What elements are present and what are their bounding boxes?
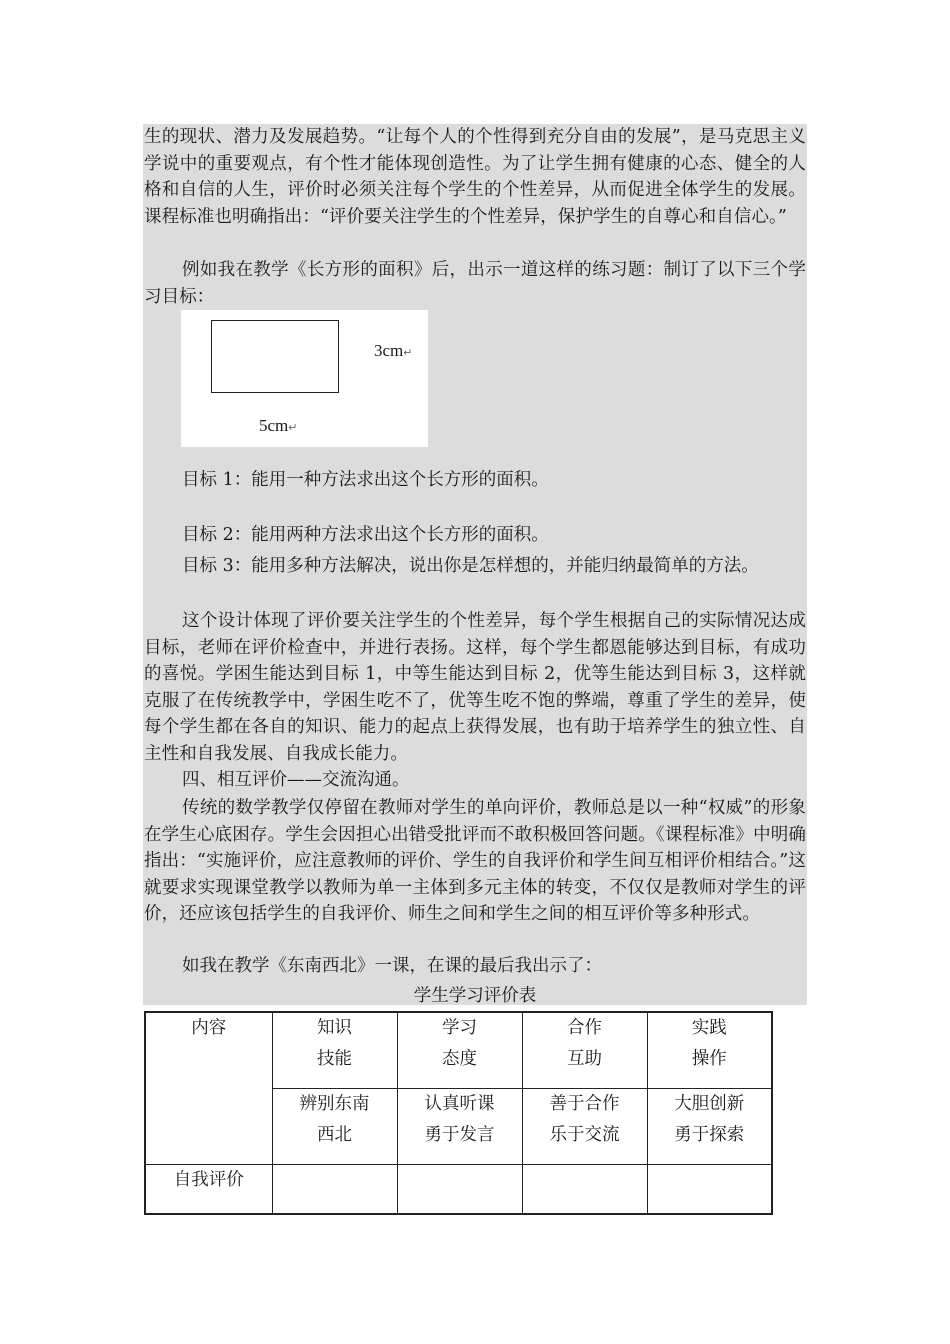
self-evaluation-input-cell[interactable]: [522, 1164, 647, 1214]
rectangle-shape: [211, 320, 339, 393]
header-line: 实践: [691, 1018, 727, 1038]
header-line: 互助: [567, 1049, 602, 1069]
criteria-line: 认真听课: [424, 1093, 495, 1114]
header-line: 合作: [567, 1018, 602, 1038]
self-evaluation-label: 自我评价: [173, 1169, 244, 1190]
paragraph-rectangle-example: 例如我在教学《长方形的面积》后，出示一道这样的练习题：制订了以下三个学习目标：: [144, 260, 806, 307]
criteria-cell: [272, 1088, 397, 1164]
paragraph-lesson-example: 如我在教学《东南西北》一课，在课的最后我出示了：: [182, 956, 602, 976]
header-line: 技能: [317, 1049, 352, 1069]
paragraph-design-analysis: 这个设计体现了评价要关注学生的个性差异，每个学生根据自己的实际情况达成目标，老师在评价检查中，并进行表扬。这样，每个学生都恩能够达到目标，有成功的喜悦。学困生能达到目标 1，中等生能达到目标 2，优等生能达到目标 3，这样就克服了在传统教学中，学困生吃不了，优等生吃不饱的弊端，尊重了学生的差异，使每个学生都在各自的知识、能力的起点上获得发展，也有助于培养学生的独立性、自主性和自我发展、自我成长能力。: [144, 611, 806, 764]
goal-2: 目标 2：能用两种方法求出这个长方形的面积。: [182, 525, 549, 545]
criteria-cell: [397, 1088, 522, 1164]
header-cell: [397, 1012, 522, 1088]
paragraph-individual-differences: 生的现状、潜力及发展趋势。“让每个人的个性得到充分自由的发展”，是马克思主义学说中的重要观点，有个性才能体现创造性。为了让学生拥有健康的心态、健全的人格和自信的人生，评价时必须关注每个学生的个性差异，从而促进全体学生的发展。课程标准也明确指出：“评价要关注学生的个性差异，保护学生的自尊心和自信心。”: [144, 127, 806, 227]
criteria-cell: [647, 1088, 772, 1164]
header-line: 知识: [317, 1018, 352, 1038]
header-cell: [647, 1012, 772, 1088]
rectangle-figure: [181, 310, 428, 447]
self-evaluation-input-cell[interactable]: [272, 1164, 397, 1214]
goal-3: 目标 3：能用多种方法解决，说出你是怎样想的，并能归纳最简单的方法。: [182, 556, 759, 576]
criteria-line: 西北: [317, 1124, 352, 1145]
self-evaluation-input-cell[interactable]: [397, 1164, 522, 1214]
criteria-line: 善于合作: [549, 1093, 620, 1114]
table-title: 学生学习评价表: [413, 986, 537, 1006]
width-label: 5cm↵: [259, 416, 298, 435]
criteria-line: 勇于发言: [424, 1124, 495, 1145]
section-heading-mutual-evaluation: 四、相互评价——交流沟通。: [182, 770, 410, 790]
header-line: 操作: [691, 1049, 727, 1069]
self-evaluation-label-cell: [145, 1164, 272, 1214]
criteria-line: 辨别东南: [299, 1093, 370, 1114]
header-cell: [522, 1012, 647, 1088]
self-evaluation-input-cell[interactable]: [647, 1164, 772, 1214]
criteria-cell: [522, 1088, 647, 1164]
evaluation-table: [144, 1011, 773, 1215]
criteria-line: 乐于交流: [549, 1124, 620, 1145]
criteria-line: 勇于探索: [674, 1124, 745, 1145]
goal-1: 目标 1：能用一种方法求出这个长方形的面积。: [182, 470, 549, 490]
table-corner-cell: [145, 1012, 272, 1164]
header-line: 态度: [442, 1049, 477, 1069]
corner-label: 内容: [191, 1018, 227, 1038]
criteria-line: 大胆创新: [674, 1093, 745, 1114]
header-cell: [272, 1012, 397, 1088]
paragraph-traditional-teaching: 传统的数学教学仅停留在教师对学生的单向评价，教师总是以一种“权威”的形象在学生心底困存。学生会因担心出错受批评而不敢积极回答问题。《课程标准》中明确指出：“实施评价，应注意教师的评价、学生的自我评价和学生间互相评价相结合。”这就要求实现课堂教学以教师为单一主体到多元主体的转变，不仅仅是教师对学生的评价，还应该包括学生的自我评价、师生之间和学生之间的相互评价等多种形式。: [144, 798, 806, 925]
header-line: 学习: [442, 1018, 477, 1038]
height-label: 3cm↵: [374, 341, 413, 360]
